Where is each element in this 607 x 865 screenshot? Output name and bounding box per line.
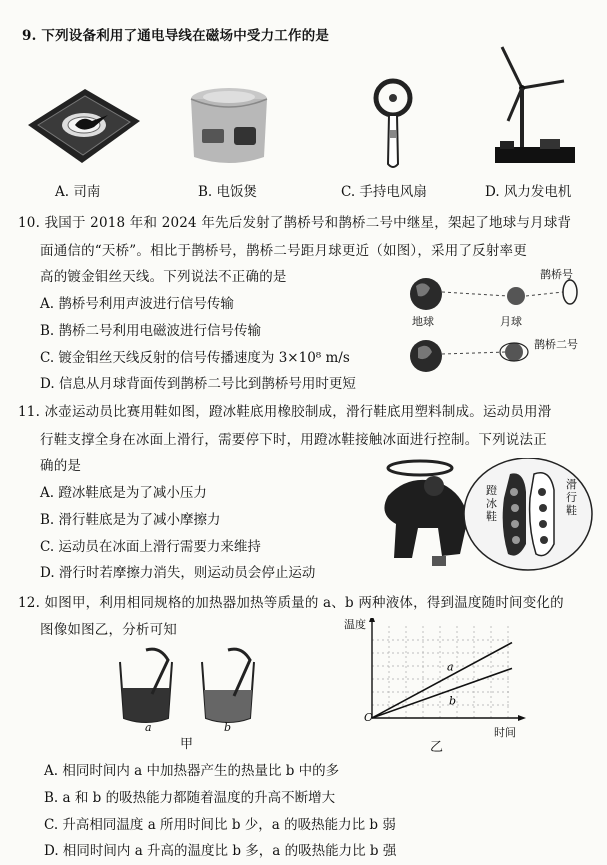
q9-option-a: A. 司南 xyxy=(55,184,101,200)
q10-stem-line-1: 10. 我国于 2018 年和 2024 年先后发射了鹊桥号和鹊桥二号中继星，架起了地球与月球背 xyxy=(18,215,572,231)
q10-option-c: C. 镀金钼丝天线反射的信号传播速度为 3×10⁸ m/s xyxy=(40,350,350,366)
deng-bing-shoe-label: 蹬冰鞋 xyxy=(486,484,497,523)
beaker-b-label: b xyxy=(224,721,232,734)
figure-yi-caption: 乙 xyxy=(430,740,444,755)
q12-option-b: B. a 和 b 的吸热能力都随着温度的升高不断增大 xyxy=(44,790,336,806)
wind-turbine-image xyxy=(490,43,580,171)
hua-xing-shoe-label: 滑行鞋 xyxy=(566,478,577,517)
earth-label: 地球 xyxy=(412,315,434,328)
q10-stem-line-3: 高的镀金钼丝天线。下列说法不正确的是 xyxy=(40,269,287,285)
q9-stem: 9. 下列设备利用了通电导线在磁场中受力工作的是 xyxy=(22,28,330,44)
q11-stem-line-3: 确的是 xyxy=(40,458,82,474)
moon-label: 月球 xyxy=(500,315,522,328)
q10-stem-line-2: 面通信的“天桥”。相比于鹊桥号，鹊桥二号距月球更近（如图），采用了反射率更 xyxy=(40,243,527,259)
chart-origin-label: O xyxy=(364,711,374,724)
handheld-fan-image xyxy=(368,78,418,173)
chart-x-arrow xyxy=(518,715,526,721)
chart-y-arrow xyxy=(369,618,375,622)
beaker-a-label: a xyxy=(145,721,152,734)
queqiao-label: 鹊桥号 xyxy=(540,268,573,281)
chart-series-label-a: a xyxy=(447,660,454,674)
q11-option-a: A. 蹬冰鞋底是为了减小压力 xyxy=(40,485,207,501)
q12-option-a: A. 相同时间内 a 中加热器产生的热量比 b 中的多 xyxy=(44,763,340,779)
rice-cooker-image xyxy=(184,85,274,170)
beakers-figure xyxy=(112,646,262,726)
q12-option-c: C. 升高相同温度 a 所用时间比 b 少，a 的吸热能力比 b 弱 xyxy=(44,817,396,833)
sinan-compass-image xyxy=(20,75,145,170)
q11-option-d: D. 滑行时若摩擦力消失，则运动员会停止运动 xyxy=(40,565,316,581)
queqiao2-label: 鹊桥二号 xyxy=(534,338,578,351)
q9-option-d: D. 风力发电机 xyxy=(485,184,572,200)
q9-option-b: B. 电饭煲 xyxy=(198,184,258,200)
curling-figure xyxy=(368,458,598,576)
q10-option-b: B. 鹊桥二号利用电磁波进行信号传输 xyxy=(40,323,262,339)
q11-stem-line-1: 11. 冰壶运动员比赛用鞋如图，蹬冰鞋底用橡胶制成，滑行鞋底用塑料制成。运动员用滑 xyxy=(18,404,552,420)
q12-stem-line-1: 12. 如图甲，利用相同规格的加热器加热等质量的 a、b 两种液体，得到温度随时间变化的 xyxy=(18,595,564,611)
figure-jia-caption: 甲 xyxy=(180,737,194,752)
q11-stem-line-2: 行鞋支撑全身在冰面上滑行，需要停下时，用蹬冰鞋接触冰面进行控制。下列说法正 xyxy=(40,432,547,448)
q12-stem-line-2: 图像如图乙，分析可知 xyxy=(40,622,177,638)
chart-series-label-b: b xyxy=(449,694,457,708)
q11-option-c: C. 运动员在冰面上滑行需要力来维持 xyxy=(40,539,261,555)
chart-xlabel: 时间 xyxy=(494,726,516,739)
q11-option-b: B. 滑行鞋底是为了减小摩擦力 xyxy=(40,512,221,528)
chart-series-line-b xyxy=(372,668,512,718)
q12-option-d: D. 相同时间内 a 升高的温度比 b 多，a 的吸热能力比 b 强 xyxy=(44,843,397,859)
chart-ylabel: 温度 xyxy=(344,618,366,631)
q10-option-d: D. 信息从月球背面传到鹊桥二号比到鹊桥号用时更短 xyxy=(40,376,356,392)
q9-option-c: C. 手持电风扇 xyxy=(341,184,427,200)
q10-option-a: A. 鹊桥号利用声波进行信号传输 xyxy=(40,296,234,312)
